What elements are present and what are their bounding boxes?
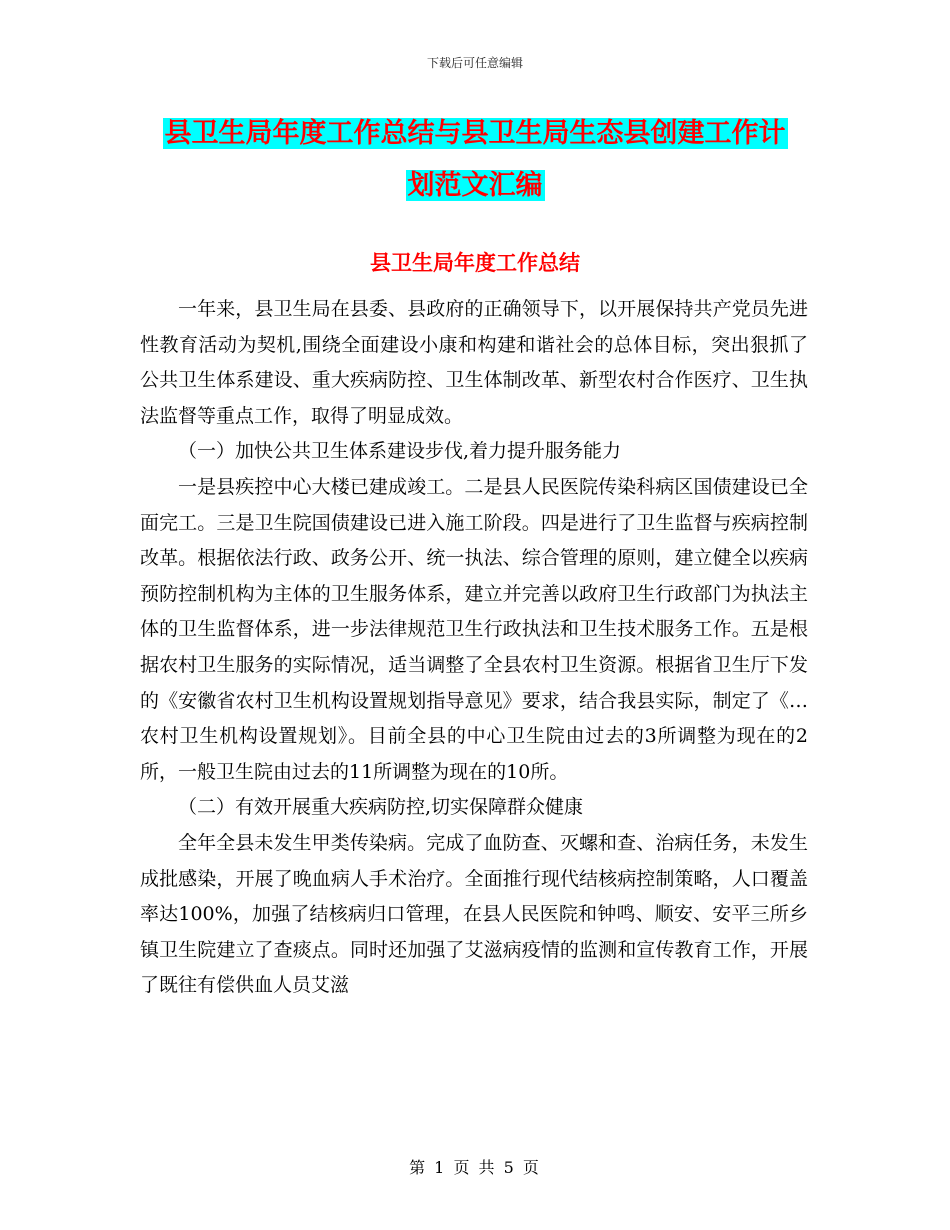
subheading-1: （一）加快公共卫生体系建设步伐,着力提升服务能力 [178, 440, 622, 463]
header-note: 下载后可任意编辑 [426, 56, 523, 70]
document-title-line-2: 划范文汇编 [407, 170, 543, 201]
page-footer: 第 1 页 共 5 页 [409, 1158, 541, 1177]
subheading-2: （二）有效开展重大疾病防控,切实保障群众健康 [178, 796, 584, 819]
paragraph-2: 全年全县未发生甲类传染病。完成了血防查、灭螺和查、治病任务，未发生成批感染，开展了晚血病人手术治疗。全面推行现代结核病控制策略，人口覆盖率达100%，加强了结核病归口管理，在县人民医院和钟鸣、顺安、安平三所乡镇卫生院建立了查痰点。同时还加强了艾滋病疫情的监测和宣传教育工作，开展了既往有偿供血人员艾滋 [140, 831, 808, 997]
document-title-line-1: 县卫生局年度工作总结与县卫生局生态县创建工作计 [164, 118, 786, 149]
document-body [140, 292, 808, 1004]
document-title [0, 108, 950, 212]
paragraph-1: 一是县疾控中心大楼已建成竣工。二是县人民医院传染科病区国债建设已全面完工。三是卫生院国债建设已进入施工阶段。四是进行了卫生监督与疾病控制改革。根据依法行政、政务公开、统一执法、综合管理的原则，建立健全以疾病预防控制机构为主体的卫生服务体系，建立并完善以政府卫生行政部门为执法主体的卫生监督体系，进一步法律规范卫生行政执法和卫生技术服务工作。五是根据农村卫生服务的实际情况，适当调整了全县农村卫生资源。根据省卫生厅下发的《安徽省农村卫生机构设置规划指导意见》要求，结合我县实际，制定了《…农村卫生机构设置规划》。目前全县的中心卫生院由过去的3所调整为现在的2所，一般卫生院由过去的11所调整为现在的10所。 [140, 475, 808, 783]
section-title: 县卫生局年度工作总结 [370, 250, 580, 275]
paragraph-intro: 一年来，县卫生局在县委、县政府的正确领导下，以开展保持共产党员先进性教育活动为契机,围绕全面建设小康和构建和谐社会的总体目标，突出狠抓了公共卫生体系建设、重大疾病防控、卫生体制改革、新型农村合作医疗、卫生执法监督等重点工作，取得了明显成效。 [140, 298, 808, 427]
